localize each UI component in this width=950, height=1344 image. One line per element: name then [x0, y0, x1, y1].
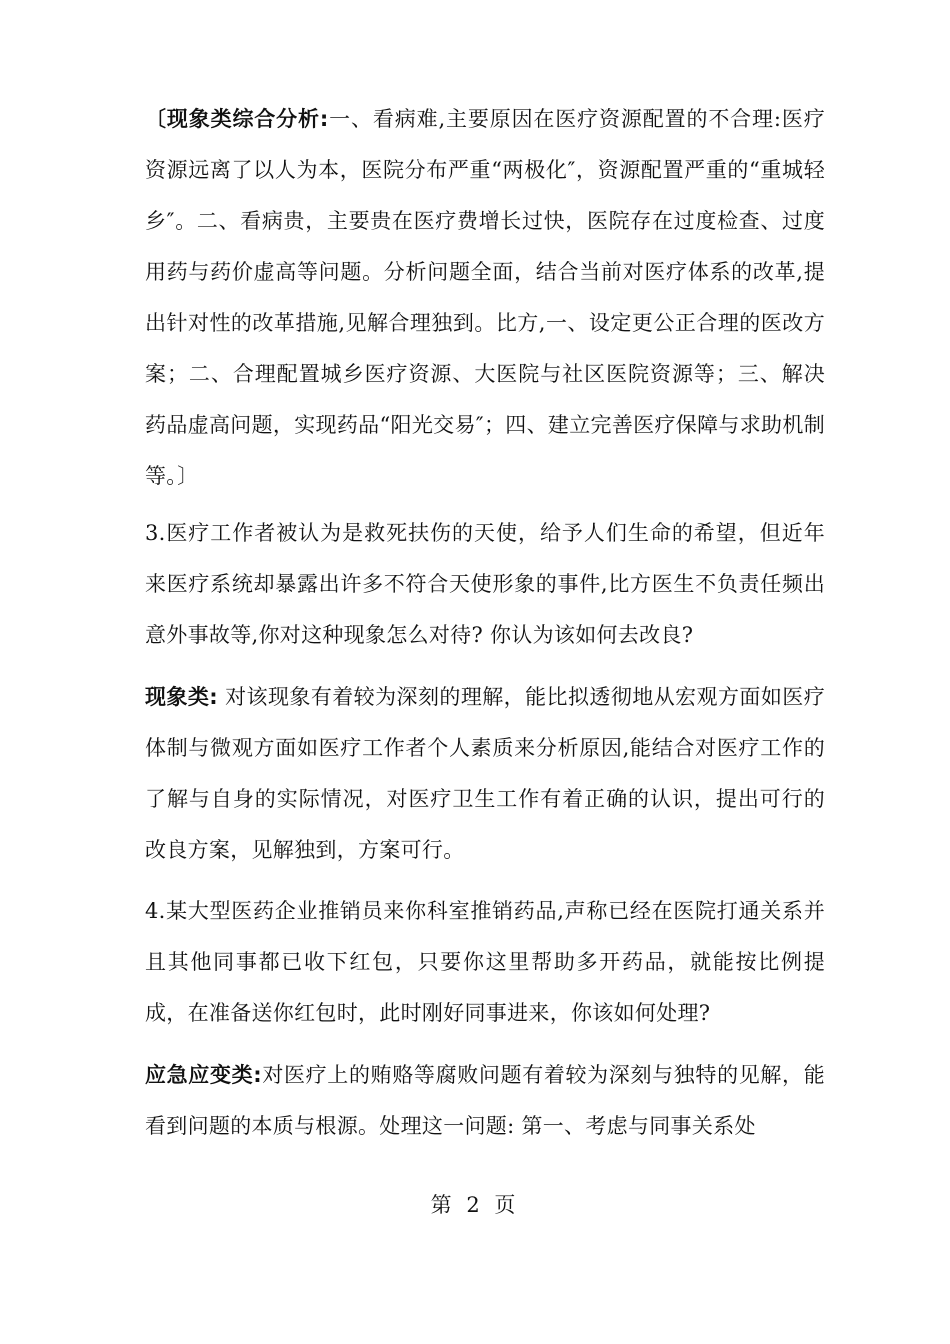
paragraph-emergency-answer — [145, 1050, 825, 1152]
paragraph-lead: 应急应变类: — [145, 1063, 262, 1087]
paragraph-text: 对该现象有着较为深刻的理解，能比拟透彻地从宏观方面如医疗体制与微观方面如医疗工作者个人素质来分析原因,能结合对医疗工作的了解与自身的实际情况，对医疗卫生工作有着正确的认识，提出可行的改良方案，见解独到，方案可行。 — [145, 685, 825, 862]
question-4 — [145, 886, 825, 1039]
paragraph-lead: 〔现象类综合分析: — [145, 107, 329, 131]
question-3 — [145, 508, 825, 661]
paragraph-text: 3.医疗工作者被认为是救死扶伤的天使，给予人们生命的希望，但近年来医疗系统却暴露出许多不符合天使形象的事件,比方医生不负责任频出意外事故等,你对这种现象怎么对待? 你认为该如何去改良? — [145, 521, 825, 647]
paragraph-lead: 现象类: — [145, 685, 218, 709]
paragraph-text: 对医疗上的贿赂等腐败问题有着较为深刻与独特的见解，能看到问题的本质与根源。处理这一问题: 第一、考虑与同事关系处 — [145, 1063, 825, 1138]
paragraph-phenomenon-analysis — [145, 94, 825, 502]
paragraph-text: 一、看病难,主要原因在医疗资源配置的不合理:医疗资源远离了以人为本，医院分布严重“两极化″，资源配置严重的“重城轻乡″。二、看病贵，主要贵在医疗费增长过快，医院存在过度检查、过度用药与药价虚高等问题。分析问题全面，结合当前对医疗体系的改革,提出针对性的改革措施,见解合理独到。比方,一、设定更公正合理的医改方案；二、合理配置城乡医疗资源、大医院与社区医院资源等；三、解决药品虚高问题，实现药品“阳光交易″；四、建立完善医疗保障与求助机制等。〕 — [145, 107, 825, 488]
paragraph-text: 4.某大型医药企业推销员来你科室推销药品,声称已经在医院打通关系并且其他同事都已收下红包，只要你这里帮助多开药品，就能按比例提成，在准备送你红包时，此时刚好同事进来，你该如何处理? — [145, 899, 825, 1025]
page-number: 第 2 页 — [430, 1193, 520, 1217]
paragraph-phenomenon-answer — [145, 672, 825, 876]
